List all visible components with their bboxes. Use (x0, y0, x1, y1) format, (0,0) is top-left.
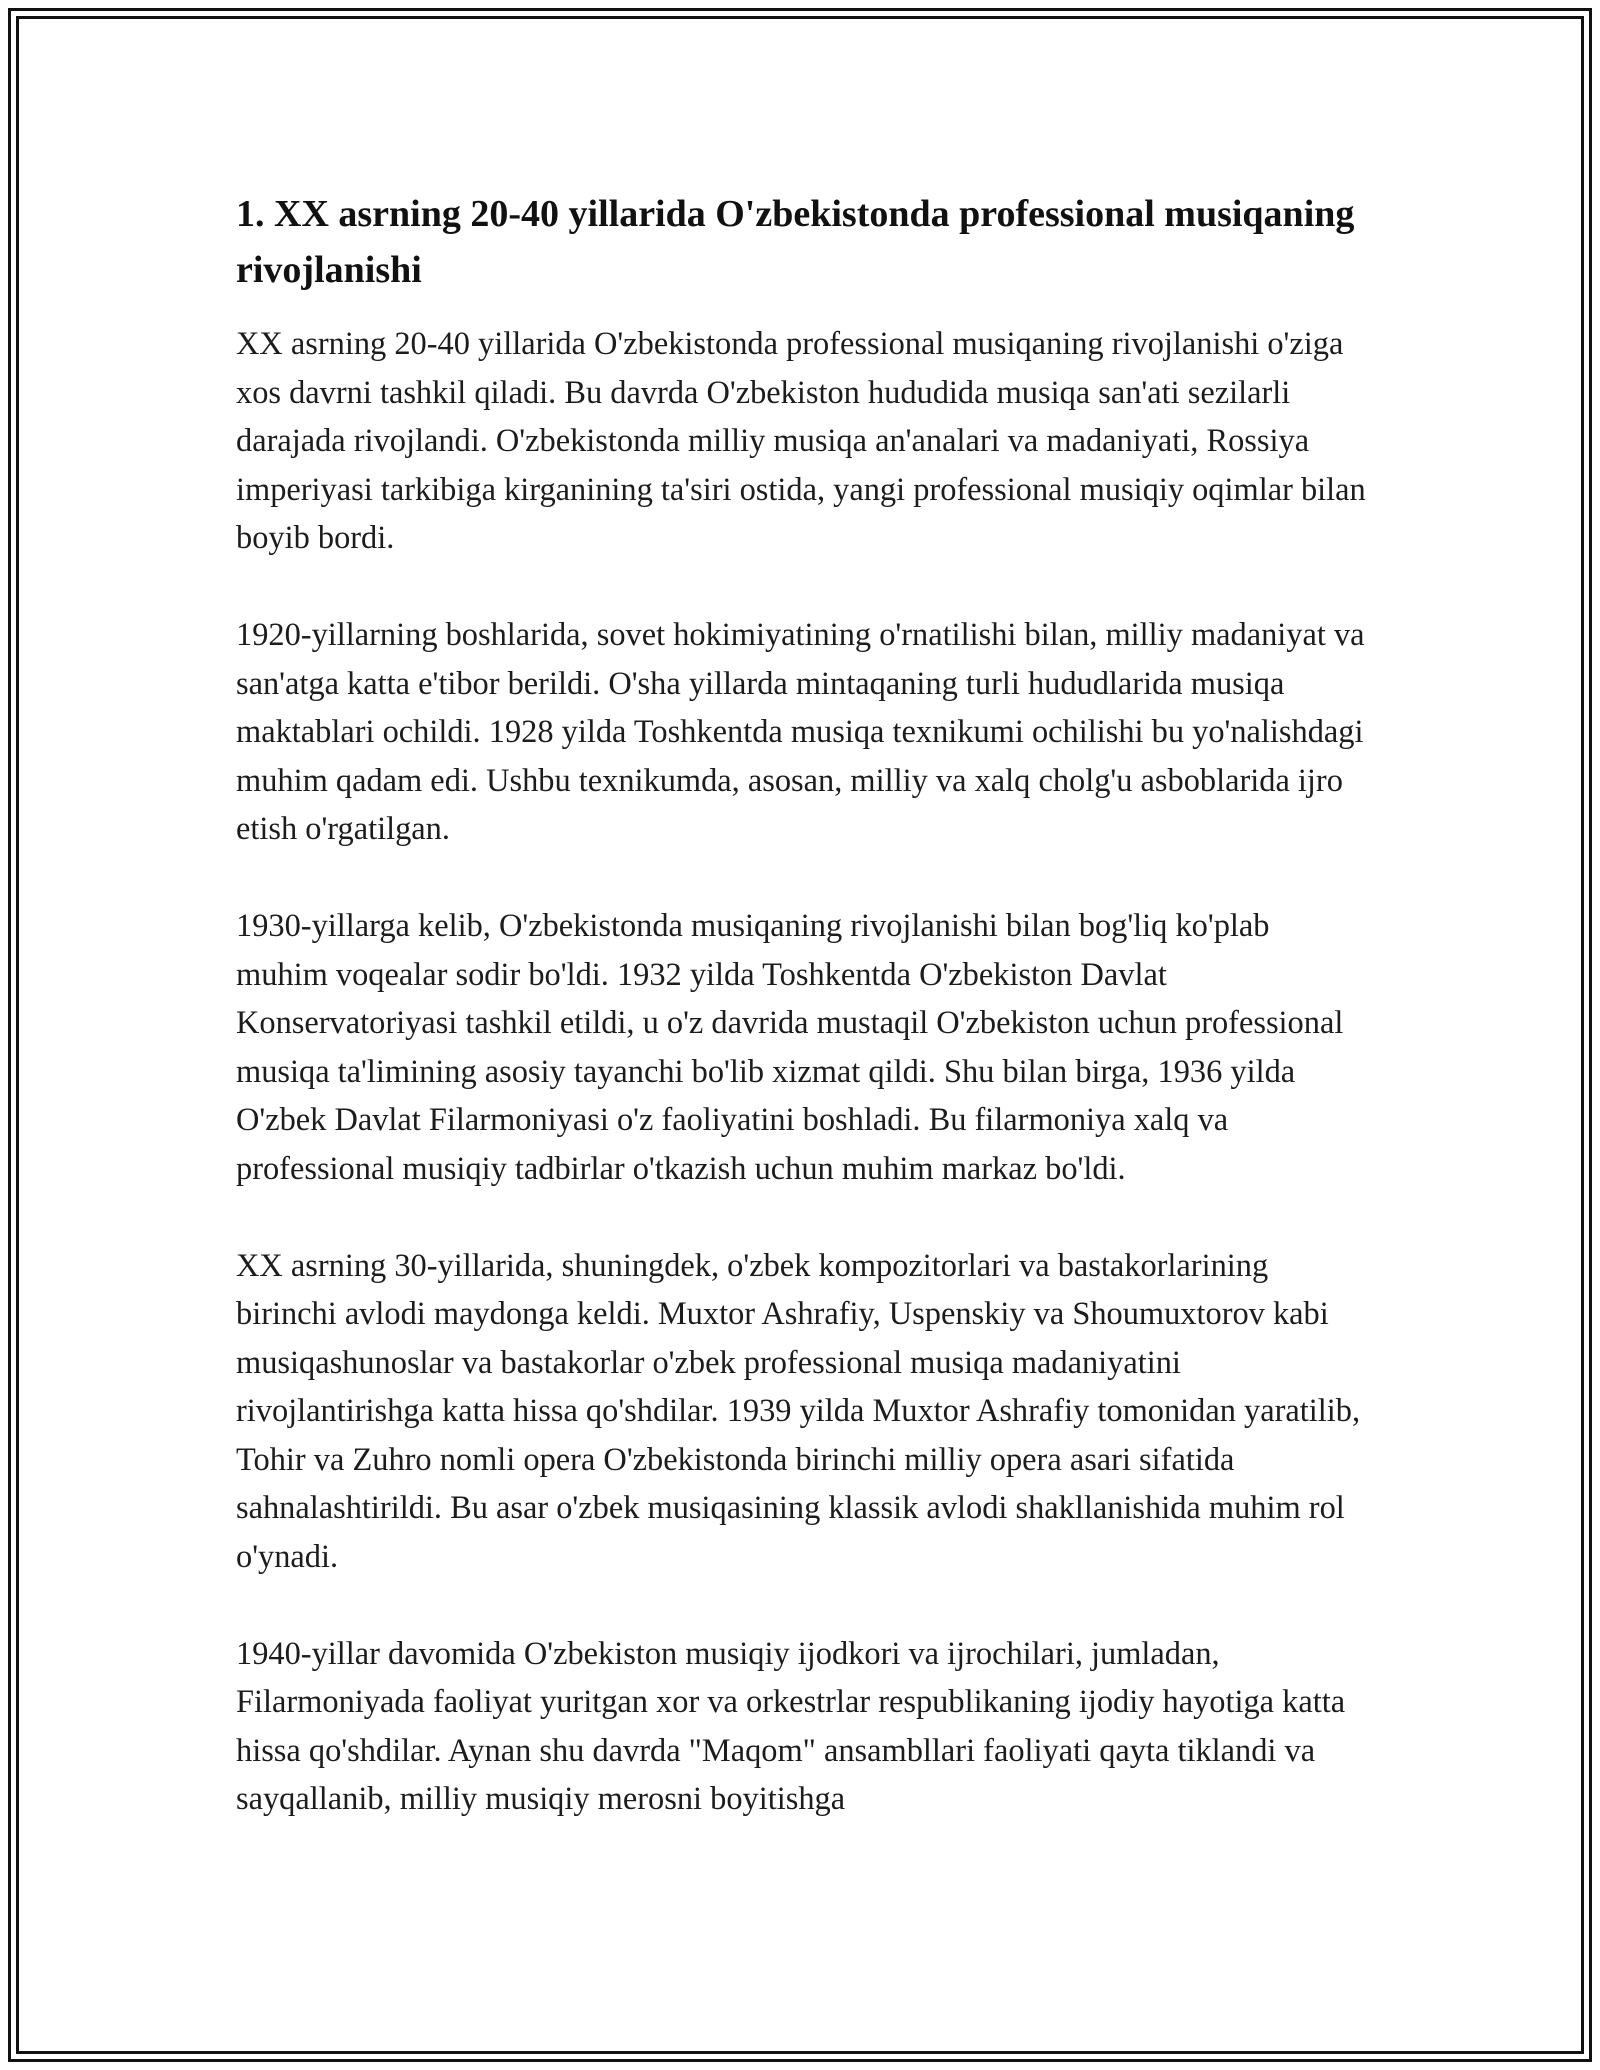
paragraph-1: XX asrning 20-40 yillarida O'zbekistonda professional musiqaning rivojlanishi o'ziga xos davrni tashkil qiladi. Bu davrda O'zbekiston hududida musiqa san'ati sezilarli darajada rivojlandi. O'zbekistonda milliy musiqa an'analari va madaniyati, Rossiya imperiyasi tarkibiga kirganining ta'siri ostida, yangi professional musiqiy oqimlar bilan boyib bordi. (236, 326, 1366, 556)
section-title: 1. XX asrning 20-40 yillarida O'zbekistonda professional musiqaning rivojlanishi (236, 193, 1355, 291)
paragraph-4: XX asrning 30-yillarida, shuningdek, o'zbek kompozitorlari va bastakorlarining birinchi avlodi maydonga keldi. Muxtor Ashrafiy, Uspenskiy va Shoumuxtorov kabi musiqashunoslar va bastakorlar o'zbek professional musiqa madaniyatini rivojlantirishga katta hissa qo'shdilar. 1939 yilda Muxtor Ashrafiy tomonidan yaratilib, Tohir va Zuhro nomli opera O'zbekistonda birinchi milliy opera asari sifatida sahnalashtirildi. Bu asar o'zbek musiqasining klassik avlodi shakllanishida muhim rol o'ynadi. (236, 1247, 1361, 1575)
paragraph-3: 1930-yillarga kelib, O'zbekistonda musiqaning rivojlanishi bilan bog'liq ko'plab muhim voqealar sodir bo'ldi. 1932 yilda Toshkentda O'zbekiston Davlat Konservatoriyasi tashkil etildi, u o'z davrida mustaqil O'zbekiston uchun professional musiqa ta'limining asosiy tayanchi bo'lib xizmat qildi. Shu bilan birga, 1936 yilda O'zbek Davlat Filarmoniyasi o'z faoliyatini boshladi. Bu filarmoniya xalq va professional musiqiy tadbirlar o'tkazish uchun muhim markaz bo'ldi. (236, 908, 1344, 1187)
paragraph-2: 1920-yillarning boshlarida, sovet hokimiyatining o'rnatilishi bilan, milliy madaniyat va san'atga katta e'tibor berildi. O'sha yillarda mintaqaning turli hududlarida musiqa maktablari ochildi. 1928 yilda Toshkentda musiqa texnikumi ochilishi bu yo'nalishdagi muhim qadam edi. Ushbu texnikumda, asosan, milliy va xalq cholg'u asboblarida ijro etish o'rgatilgan. (236, 617, 1365, 847)
paragraph-5: 1940-yillar davomida O'zbekiston musiqiy ijodkori va ijrochilari, jumladan, Filarmoniyada faoliyat yuritgan xor va orkestrlar respublikaning ijodiy hayotiga katta hissa qo'shdilar. Aynan shu davrda "Maqom" ansambllari faoliyati qayta tiklandi va sayqallanib, milliy musiqiy merosni boyitishga (236, 1635, 1346, 1817)
document-body (236, 186, 1366, 1872)
